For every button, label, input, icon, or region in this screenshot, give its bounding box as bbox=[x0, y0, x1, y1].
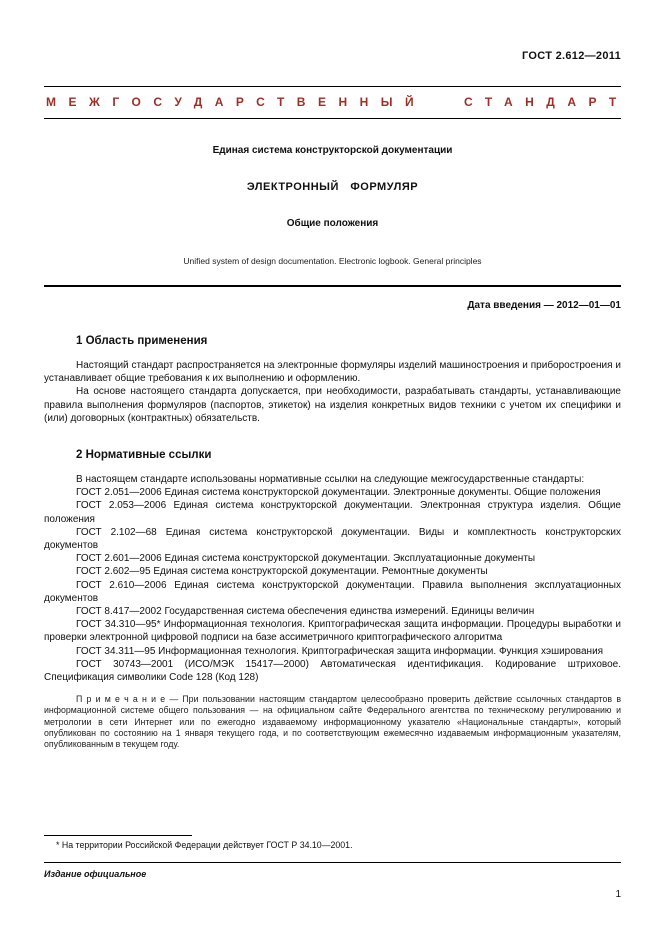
standard-reference: ГОСТ 8.417—2002 Государственная система обеспечения единства измерений. Единицы величин bbox=[76, 606, 535, 618]
section-1-paragraph: Настоящий стандарт распространяется на электронные формуляры изделий машиностроения и приборостроения и устанавливает общие требования к их выполнению и оформлению. bbox=[44, 360, 621, 385]
page-footer bbox=[44, 835, 621, 900]
title-divider bbox=[44, 285, 621, 287]
footnote-separator bbox=[44, 835, 192, 836]
section-1-heading: 1 Область применения bbox=[76, 335, 208, 347]
standard-reference: ГОСТ 34.310—95* Информационная технология. Криптографическая защита информации. Процедуры выработки и проверки электронной цифровой подписи на базе ассиметричного криптографического алгоритма bbox=[44, 619, 621, 644]
standard-reference: ГОСТ 2.610—2006 Единая система конструкторской документации. Правила выполнения эксплуатационных документов bbox=[44, 579, 621, 604]
document-number: ГОСТ 2.612—2011 bbox=[522, 50, 621, 62]
standard-reference: ГОСТ 2.102—68 Единая система конструкторской документации. Виды и комплектность конструкторских документов bbox=[44, 526, 621, 552]
standard-reference: ГОСТ 2.601—2006 Единая система конструкторской документации. Эксплуатационные документы bbox=[76, 553, 536, 565]
standard-reference: ГОСТ 2.051—2006 Единая система конструкторской документации. Электронные документы. Общие положения bbox=[76, 487, 601, 499]
edition-label: Издание официальное bbox=[44, 869, 147, 879]
title-english: Unified system of design documentation. Electronic logbook. General principles bbox=[183, 256, 482, 266]
footer-divider bbox=[44, 862, 621, 863]
effective-date: Дата введения — 2012—01—01 bbox=[467, 300, 621, 311]
section-2-intro: В настоящем стандарте использованы нормативные ссылки на следующие межгосударственные стандарты: bbox=[76, 474, 585, 486]
standard-banner: МЕЖГОСУДАРСТВЕННЫЙ СТАНДАРТ bbox=[46, 95, 629, 109]
standard-banner-block bbox=[44, 86, 629, 119]
standard-reference: ГОСТ 2.602—95 Единая система конструкторской документации. Ремонтные документы bbox=[76, 566, 488, 578]
note-paragraph: П р и м е ч а н и е — При пользовании настоящим стандартом целесообразно проверить действие ссылочных стандартов в информационной системе общего пользования — на официальном сайте Федерального агентства по техническому регулированию и метрологии в сети Интернет или по ежегодно издаваемому информационному указателю «Национальные стандарты», который опубликован по состоянию на 1 января текущего года, и по соответствующим ежемесячно издаваемым информационным указателям, опубликованным в текущем году. bbox=[44, 694, 621, 750]
title-system-line: Единая система конструкторской документации bbox=[212, 145, 453, 156]
footnote-text: * На территории Российской Федерации действует ГОСТ Р 34.10—2001. bbox=[56, 840, 353, 850]
title-subtitle: Общие положения bbox=[286, 218, 379, 229]
page-number: 1 bbox=[615, 889, 621, 900]
standard-reference: ГОСТ 2.053—2006 Единая система конструкторской документации. Электронная структура изделия. Общие положения bbox=[44, 500, 621, 525]
title-main: ЭЛЕКТРОННЫЙ ФОРМУЛЯР bbox=[246, 181, 419, 193]
section-2-heading: 2 Нормативные ссылки bbox=[76, 449, 212, 462]
standard-reference: ГОСТ 30743—2001 (ИСО/МЭК 15417—2000) Автоматическая идентификация. Кодирование штриховое. Спецификация символики Code 128 (Код 128) bbox=[44, 658, 621, 684]
standard-reference: ГОСТ 34.311—95 Информационная технология. Криптографическая защита информации. Функция хэширования bbox=[76, 645, 604, 657]
section-1-paragraph: На основе настоящего стандарта допускается, при необходимости, разрабатывать стандарты, устанавливающие правила выполнения формуляров (паспортов, этикеток) на изделия конкретных видов техники с учетом их специфики и (или) договорных (контрактных) обязательств. bbox=[44, 386, 621, 424]
title-block bbox=[44, 145, 621, 266]
